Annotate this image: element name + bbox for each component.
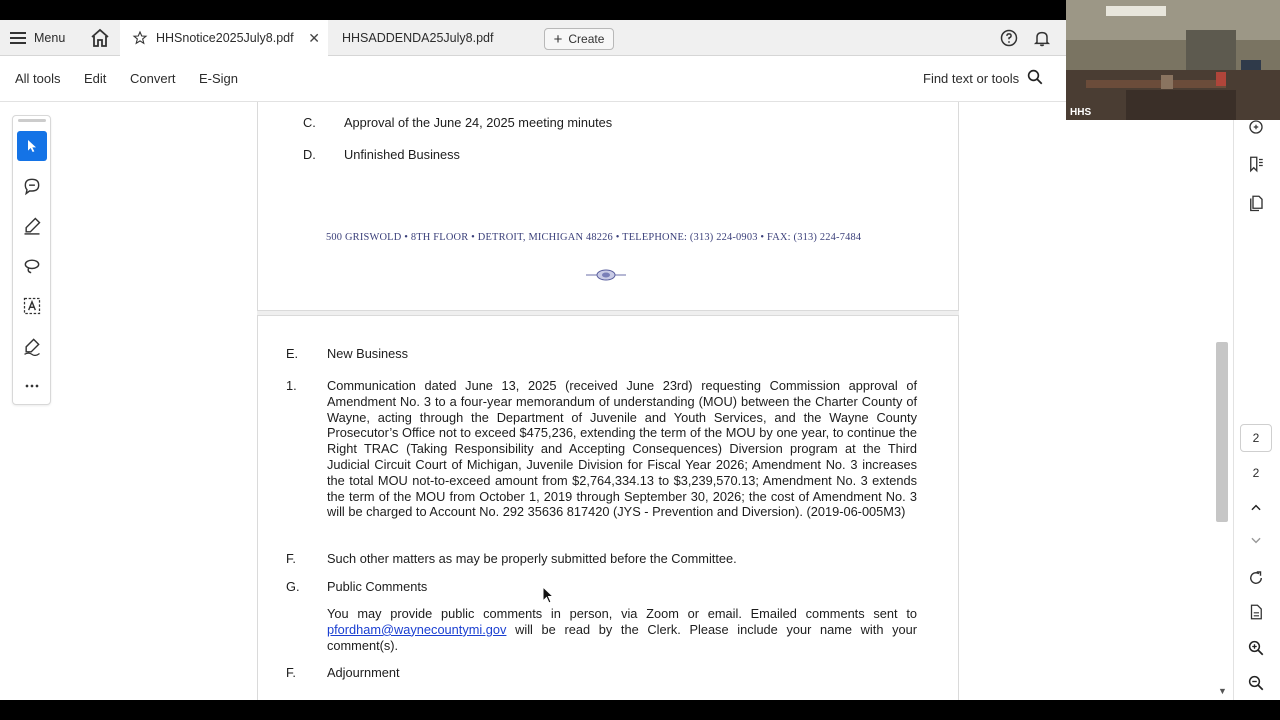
star-icon[interactable]	[132, 30, 148, 46]
video-label: HHS	[1070, 107, 1092, 118]
tab-label: HHSnotice2025July8.pdf	[156, 31, 294, 45]
home-icon[interactable]	[88, 26, 112, 50]
convert-button[interactable]: Convert	[130, 71, 176, 86]
bottom-black-bar	[0, 700, 1280, 720]
letterhead-address: 500 GRISWOLD • 8TH FLOOR • DETROIT, MICHIGAN 48226 • TELEPHONE: (313) 224-0903 • FAX: (313) 224-7484	[326, 232, 862, 243]
item-text: Approval of the June 24, 2025 meeting minutes	[344, 115, 613, 130]
item-letter: D.	[303, 147, 316, 162]
zoom-out-icon[interactable]	[1245, 672, 1267, 694]
tab-label: HHSADDENDA25July8.pdf	[342, 31, 494, 45]
mouse-cursor-icon	[542, 586, 556, 606]
total-pages: 2	[1252, 466, 1260, 480]
section-heading: New Business	[327, 346, 409, 361]
public-comments-paragraph	[327, 606, 917, 653]
toolbar-grip[interactable]	[18, 119, 46, 122]
highlight-pen-icon[interactable]	[17, 211, 47, 241]
bookmark-icon[interactable]	[1245, 153, 1267, 175]
pages-icon[interactable]	[1245, 192, 1267, 214]
section-heading: Public Comments	[327, 579, 428, 594]
scroll-down-icon[interactable]: ▼	[1218, 686, 1227, 696]
item-text: Unfinished Business	[344, 147, 460, 162]
menu-label: Menu	[34, 31, 66, 45]
ornament-seal	[586, 268, 626, 282]
video-feed-thumbnail[interactable]	[1066, 0, 1280, 120]
edit-button[interactable]: Edit	[84, 71, 107, 86]
chevron-down-icon[interactable]	[1245, 529, 1267, 551]
chevron-up-icon[interactable]	[1245, 497, 1267, 519]
left-quick-tools	[12, 115, 51, 405]
section-heading: Adjournment	[327, 665, 400, 680]
scrollbar-thumb[interactable]	[1216, 342, 1228, 522]
plus-icon: +	[553, 30, 563, 48]
email-link[interactable]: pfordham@waynecountymi.gov	[327, 621, 507, 637]
sign-pen-icon[interactable]	[17, 331, 47, 361]
all-tools-button[interactable]: All tools	[15, 71, 61, 86]
section-text: Such other matters as may be properly submitted before the Committee.	[327, 551, 737, 566]
help-icon[interactable]	[999, 28, 1019, 48]
fit-page-icon[interactable]	[1245, 601, 1267, 623]
tab-bar	[0, 20, 1066, 56]
item-paragraph: Communication dated June 13, 2025 (received June 23rd) requesting Commission approval of Amendment No. 3 to a four-year memorandum of understanding (MOU) between the Charter County of Wayne, acting through the Department of Juvenile and Youth Services, and the Wayne County Prosecutor’s Office not to exceed $475,236, extending the term of the MOU by one year, to continue the Right TRAC (Taking Responsibility and Accepting Consequences) Diversion program at the Third Judicial Circuit Court of Michigan, Juvenile Division for Fiscal Year 2026; Amendment No. 3 increases the total MOU not-to-exceed amount from $2,764,334.13 to $3,239,570.13; Amendment No. 3 extends the term of the MOU from October 1, 2019 through September 30, 2026; the cost of Amendment No. 3 will be charged to Account No. 292 35636 817420 (JYS - Prevention and Diversion). (2019-06-005M3)	[327, 378, 917, 520]
item-letter: C.	[303, 115, 316, 130]
menu-button[interactable]	[10, 26, 65, 50]
select-arrow-icon[interactable]	[17, 131, 47, 161]
create-label: Create	[568, 32, 605, 46]
tab-hhsaddenda[interactable]	[330, 20, 530, 56]
tab-hhsnotice[interactable]	[120, 20, 328, 56]
comment-icon[interactable]	[17, 171, 47, 201]
item-number: 1.	[286, 378, 297, 393]
lasso-draw-icon[interactable]	[17, 251, 47, 281]
bell-icon[interactable]	[1032, 28, 1052, 48]
hamburger-icon	[10, 32, 26, 44]
text-recognize-icon[interactable]	[17, 291, 47, 321]
search-icon[interactable]	[1026, 68, 1044, 86]
section-letter: E.	[286, 346, 299, 361]
more-icon[interactable]	[17, 371, 47, 401]
main-toolbar	[0, 56, 1066, 102]
comments-text: will be read by the Clerk. Please include your name with your comment(s).	[327, 621, 917, 653]
esign-button[interactable]: E-Sign	[199, 71, 239, 86]
close-icon[interactable]: ✕	[308, 30, 320, 46]
create-button[interactable]	[544, 28, 614, 50]
rotate-icon[interactable]	[1245, 567, 1267, 589]
current-page[interactable]: 2	[1252, 431, 1260, 445]
comments-text: You may provide public comments in person, via Zoom or email. Emailed comments sent to	[327, 606, 917, 621]
section-letter: F.	[286, 551, 296, 566]
find-text-button[interactable]: Find text or tools	[923, 71, 1020, 86]
section-letter: F.	[286, 665, 296, 680]
zoom-in-icon[interactable]	[1245, 637, 1267, 659]
section-letter: G.	[286, 579, 300, 594]
